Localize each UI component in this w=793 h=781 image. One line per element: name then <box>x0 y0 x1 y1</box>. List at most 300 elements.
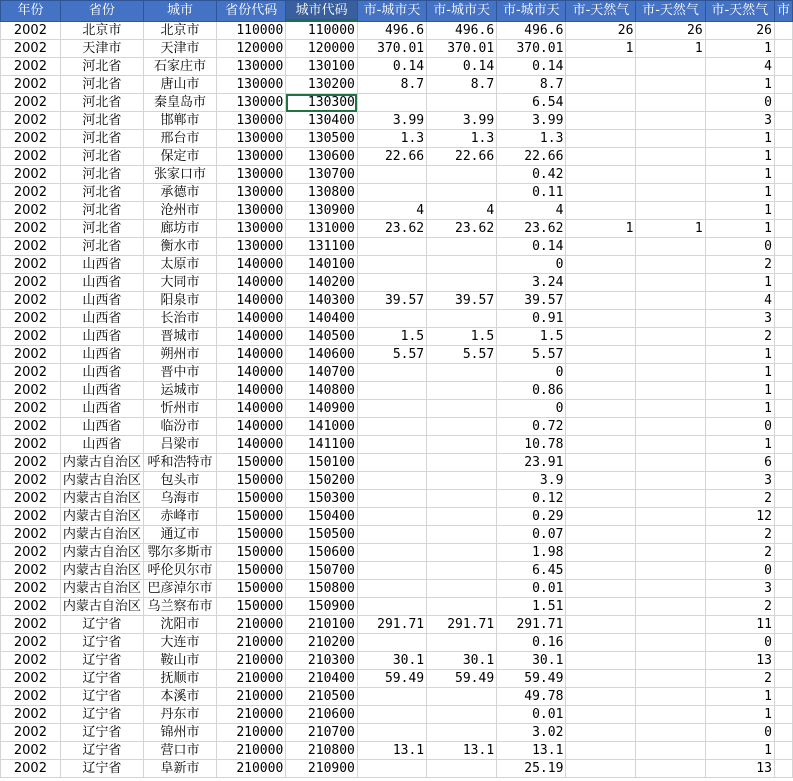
table-cell[interactable] <box>636 94 705 112</box>
table-cell[interactable]: 150100 <box>286 454 358 472</box>
table-cell[interactable] <box>636 454 705 472</box>
table-cell[interactable]: 26 <box>636 22 705 40</box>
table-cell[interactable] <box>774 436 792 454</box>
table-cell[interactable]: 辽宁省 <box>60 742 143 760</box>
table-cell[interactable]: 0.91 <box>497 310 566 328</box>
table-cell[interactable] <box>774 184 792 202</box>
table-cell[interactable]: 2002 <box>1 346 61 364</box>
table-cell[interactable]: 辽宁省 <box>60 652 143 670</box>
table-cell[interactable] <box>566 76 636 94</box>
table-cell[interactable]: 2002 <box>1 94 61 112</box>
table-cell[interactable]: 锦州市 <box>143 724 216 742</box>
table-cell[interactable]: 370.01 <box>427 40 497 58</box>
table-cell[interactable]: 1 <box>705 382 774 400</box>
table-cell[interactable]: 130600 <box>286 148 358 166</box>
table-cell[interactable]: 2 <box>705 328 774 346</box>
table-cell[interactable]: 辽宁省 <box>60 706 143 724</box>
table-cell[interactable]: 0 <box>705 418 774 436</box>
table-cell[interactable] <box>636 544 705 562</box>
table-cell[interactable] <box>427 760 497 778</box>
table-cell[interactable]: 鄂尔多斯市 <box>143 544 216 562</box>
table-cell[interactable] <box>636 238 705 256</box>
table-cell[interactable] <box>774 454 792 472</box>
table-cell[interactable]: 1.5 <box>427 328 497 346</box>
table-cell[interactable]: 140000 <box>217 292 286 310</box>
table-cell[interactable]: 8.7 <box>497 76 566 94</box>
table-cell[interactable] <box>774 292 792 310</box>
table-cell[interactable]: 鞍山市 <box>143 652 216 670</box>
table-cell[interactable]: 0.72 <box>497 418 566 436</box>
table-cell[interactable] <box>774 688 792 706</box>
table-cell[interactable]: 3.99 <box>427 112 497 130</box>
table-cell[interactable]: 2002 <box>1 256 61 274</box>
table-cell[interactable]: 2002 <box>1 760 61 778</box>
table-cell[interactable] <box>427 436 497 454</box>
table-cell[interactable] <box>566 274 636 292</box>
table-cell[interactable]: 2002 <box>1 22 61 40</box>
table-cell[interactable]: 140100 <box>286 256 358 274</box>
table-cell[interactable] <box>427 274 497 292</box>
table-cell[interactable]: 23.91 <box>497 454 566 472</box>
table-cell[interactable]: 2002 <box>1 634 61 652</box>
table-cell[interactable]: 天津市 <box>143 40 216 58</box>
table-cell[interactable]: 3.9 <box>497 472 566 490</box>
table-cell[interactable]: 0 <box>497 364 566 382</box>
table-cell[interactable]: 2002 <box>1 598 61 616</box>
table-cell[interactable]: 2 <box>705 598 774 616</box>
table-cell[interactable] <box>566 670 636 688</box>
table-cell[interactable]: 130000 <box>217 130 286 148</box>
table-cell[interactable]: 140000 <box>217 346 286 364</box>
table-cell[interactable]: 1.5 <box>357 328 426 346</box>
table-cell[interactable]: 秦皇岛市 <box>143 94 216 112</box>
table-cell[interactable] <box>357 274 426 292</box>
table-cell[interactable] <box>774 490 792 508</box>
table-cell[interactable]: 210900 <box>286 760 358 778</box>
table-cell[interactable] <box>566 436 636 454</box>
table-cell[interactable] <box>427 94 497 112</box>
table-cell[interactable] <box>566 256 636 274</box>
table-cell[interactable]: 6.45 <box>497 562 566 580</box>
table-cell[interactable]: 1 <box>566 40 636 58</box>
table-cell[interactable]: 26 <box>705 22 774 40</box>
table-cell[interactable] <box>357 166 426 184</box>
table-cell[interactable]: 1 <box>566 220 636 238</box>
table-cell[interactable]: 150000 <box>217 472 286 490</box>
table-cell[interactable]: 2 <box>705 256 774 274</box>
table-cell[interactable] <box>636 112 705 130</box>
table-cell[interactable]: 2002 <box>1 472 61 490</box>
table-cell[interactable] <box>357 490 426 508</box>
table-cell[interactable]: 1 <box>705 220 774 238</box>
table-cell[interactable]: 2002 <box>1 76 61 94</box>
table-cell[interactable]: 130400 <box>286 112 358 130</box>
table-cell[interactable]: 0.29 <box>497 508 566 526</box>
table-cell[interactable]: 河北省 <box>60 130 143 148</box>
table-cell[interactable]: 山西省 <box>60 382 143 400</box>
table-cell[interactable]: 河北省 <box>60 184 143 202</box>
table-cell[interactable]: 辽宁省 <box>60 724 143 742</box>
table-cell[interactable]: 210400 <box>286 670 358 688</box>
table-cell[interactable]: 1 <box>705 40 774 58</box>
table-cell[interactable] <box>566 400 636 418</box>
table-cell[interactable]: 210800 <box>286 742 358 760</box>
table-cell[interactable] <box>774 256 792 274</box>
table-cell[interactable]: 巴彦淖尔市 <box>143 580 216 598</box>
table-cell[interactable]: 山西省 <box>60 436 143 454</box>
table-cell[interactable] <box>636 256 705 274</box>
table-cell[interactable] <box>636 742 705 760</box>
table-cell[interactable]: 150000 <box>217 508 286 526</box>
table-cell[interactable] <box>566 706 636 724</box>
table-cell[interactable]: 3.02 <box>497 724 566 742</box>
table-cell[interactable] <box>774 706 792 724</box>
table-cell[interactable]: 140000 <box>217 418 286 436</box>
table-cell[interactable]: 太原市 <box>143 256 216 274</box>
table-cell[interactable] <box>357 256 426 274</box>
table-cell[interactable]: 26 <box>566 22 636 40</box>
table-cell[interactable] <box>774 472 792 490</box>
table-cell[interactable] <box>566 292 636 310</box>
table-cell[interactable]: 山西省 <box>60 256 143 274</box>
table-cell[interactable] <box>357 562 426 580</box>
table-cell[interactable]: 1.3 <box>357 130 426 148</box>
table-cell[interactable]: 邯郸市 <box>143 112 216 130</box>
column-header[interactable]: 市-城市天 <box>427 1 497 22</box>
table-cell[interactable] <box>357 598 426 616</box>
table-cell[interactable]: 沧州市 <box>143 202 216 220</box>
table-cell[interactable] <box>774 670 792 688</box>
table-cell[interactable]: 30.1 <box>497 652 566 670</box>
table-cell[interactable]: 张家口市 <box>143 166 216 184</box>
table-cell[interactable]: 210600 <box>286 706 358 724</box>
table-cell[interactable] <box>427 238 497 256</box>
table-cell[interactable] <box>357 472 426 490</box>
table-cell[interactable]: 2 <box>705 490 774 508</box>
table-cell[interactable] <box>427 526 497 544</box>
table-cell[interactable]: 河北省 <box>60 220 143 238</box>
table-cell[interactable]: 130100 <box>286 58 358 76</box>
table-cell[interactable]: 1 <box>705 202 774 220</box>
table-cell[interactable]: 210000 <box>217 634 286 652</box>
table-cell[interactable]: 210500 <box>286 688 358 706</box>
table-cell[interactable] <box>427 724 497 742</box>
table-cell[interactable] <box>636 706 705 724</box>
table-cell[interactable]: 49.78 <box>497 688 566 706</box>
table-cell[interactable]: 6.54 <box>497 94 566 112</box>
table-cell[interactable] <box>636 526 705 544</box>
table-cell[interactable]: 1 <box>705 130 774 148</box>
table-cell[interactable]: 140000 <box>217 310 286 328</box>
table-cell[interactable]: 北京市 <box>143 22 216 40</box>
table-cell[interactable]: 140900 <box>286 400 358 418</box>
table-cell[interactable]: 2002 <box>1 580 61 598</box>
table-cell[interactable] <box>566 328 636 346</box>
table-cell[interactable]: 长治市 <box>143 310 216 328</box>
table-cell[interactable] <box>774 634 792 652</box>
table-cell[interactable]: 营口市 <box>143 742 216 760</box>
table-cell[interactable]: 2002 <box>1 508 61 526</box>
table-cell[interactable] <box>566 724 636 742</box>
table-cell[interactable] <box>427 400 497 418</box>
table-cell[interactable] <box>774 112 792 130</box>
table-cell[interactable]: 忻州市 <box>143 400 216 418</box>
table-cell[interactable]: 通辽市 <box>143 526 216 544</box>
table-cell[interactable] <box>427 166 497 184</box>
table-cell[interactable] <box>636 490 705 508</box>
table-cell[interactable]: 4 <box>427 202 497 220</box>
table-cell[interactable]: 130000 <box>217 148 286 166</box>
table-cell[interactable]: 内蒙古自治区 <box>60 490 143 508</box>
table-cell[interactable]: 沈阳市 <box>143 616 216 634</box>
table-cell[interactable]: 210000 <box>217 652 286 670</box>
table-cell[interactable] <box>636 382 705 400</box>
table-cell[interactable]: 140400 <box>286 310 358 328</box>
table-cell[interactable] <box>566 544 636 562</box>
table-cell[interactable]: 2002 <box>1 130 61 148</box>
table-cell[interactable]: 晋中市 <box>143 364 216 382</box>
table-cell[interactable]: 2002 <box>1 724 61 742</box>
table-cell[interactable]: 210700 <box>286 724 358 742</box>
table-cell[interactable]: 0.14 <box>497 58 566 76</box>
table-cell[interactable] <box>774 418 792 436</box>
table-cell[interactable]: 140000 <box>217 328 286 346</box>
table-cell[interactable]: 130200 <box>286 76 358 94</box>
table-cell[interactable]: 2002 <box>1 148 61 166</box>
table-cell[interactable] <box>566 526 636 544</box>
table-cell[interactable]: 河北省 <box>60 148 143 166</box>
table-cell[interactable]: 0.14 <box>427 58 497 76</box>
table-cell[interactable] <box>566 634 636 652</box>
table-cell[interactable]: 150000 <box>217 598 286 616</box>
table-cell[interactable] <box>357 706 426 724</box>
table-cell[interactable]: 山西省 <box>60 400 143 418</box>
table-cell[interactable]: 150000 <box>217 490 286 508</box>
table-cell[interactable]: 2002 <box>1 328 61 346</box>
table-cell[interactable]: 140000 <box>217 274 286 292</box>
table-cell[interactable]: 13 <box>705 652 774 670</box>
table-cell[interactable]: 130500 <box>286 130 358 148</box>
table-cell[interactable]: 22.66 <box>497 148 566 166</box>
table-cell[interactable] <box>636 130 705 148</box>
table-cell[interactable]: 13.1 <box>357 742 426 760</box>
table-cell[interactable] <box>427 634 497 652</box>
table-cell[interactable]: 6 <box>705 454 774 472</box>
table-cell[interactable]: 2 <box>705 670 774 688</box>
table-cell[interactable] <box>566 94 636 112</box>
table-cell[interactable]: 2002 <box>1 310 61 328</box>
table-cell[interactable]: 山西省 <box>60 364 143 382</box>
table-cell[interactable] <box>566 130 636 148</box>
table-cell[interactable]: 23.62 <box>497 220 566 238</box>
table-cell[interactable] <box>566 490 636 508</box>
table-cell[interactable]: 210000 <box>217 724 286 742</box>
table-cell[interactable]: 晋城市 <box>143 328 216 346</box>
table-cell[interactable]: 2002 <box>1 652 61 670</box>
table-cell[interactable] <box>774 544 792 562</box>
table-cell[interactable]: 140000 <box>217 400 286 418</box>
table-cell[interactable]: 0.42 <box>497 166 566 184</box>
table-cell[interactable] <box>357 508 426 526</box>
table-cell[interactable]: 1 <box>705 148 774 166</box>
table-cell[interactable]: 0 <box>705 562 774 580</box>
table-cell[interactable]: 2002 <box>1 274 61 292</box>
table-cell[interactable] <box>427 310 497 328</box>
table-cell[interactable] <box>774 346 792 364</box>
table-cell[interactable] <box>636 472 705 490</box>
table-cell[interactable] <box>774 22 792 40</box>
table-cell[interactable] <box>427 382 497 400</box>
table-cell[interactable] <box>566 310 636 328</box>
table-cell[interactable] <box>774 40 792 58</box>
column-header[interactable]: 年份 <box>1 1 61 22</box>
table-cell[interactable]: 12 <box>705 508 774 526</box>
table-cell[interactable]: 30.1 <box>357 652 426 670</box>
table-cell[interactable]: 河北省 <box>60 238 143 256</box>
table-cell[interactable]: 150200 <box>286 472 358 490</box>
table-cell[interactable]: 2002 <box>1 364 61 382</box>
table-cell[interactable]: 4 <box>357 202 426 220</box>
table-cell[interactable] <box>774 238 792 256</box>
table-cell[interactable]: 1.51 <box>497 598 566 616</box>
table-cell[interactable]: 大同市 <box>143 274 216 292</box>
table-cell[interactable]: 呼和浩特市 <box>143 454 216 472</box>
table-cell[interactable]: 1.5 <box>497 328 566 346</box>
table-cell[interactable]: 210200 <box>286 634 358 652</box>
table-cell[interactable]: 0 <box>705 634 774 652</box>
table-cell[interactable]: 210000 <box>217 760 286 778</box>
table-cell[interactable] <box>357 184 426 202</box>
table-cell[interactable]: 阳泉市 <box>143 292 216 310</box>
table-cell[interactable]: 210000 <box>217 742 286 760</box>
table-cell[interactable]: 0 <box>497 256 566 274</box>
table-cell[interactable]: 11 <box>705 616 774 634</box>
table-cell[interactable] <box>357 418 426 436</box>
table-cell[interactable]: 1 <box>705 742 774 760</box>
table-cell[interactable]: 210100 <box>286 616 358 634</box>
table-cell[interactable]: 131000 <box>286 220 358 238</box>
table-cell[interactable] <box>636 310 705 328</box>
table-cell[interactable]: 2002 <box>1 490 61 508</box>
table-cell[interactable]: 150600 <box>286 544 358 562</box>
table-cell[interactable]: 3 <box>705 472 774 490</box>
table-cell[interactable] <box>774 76 792 94</box>
table-cell[interactable]: 2 <box>705 526 774 544</box>
table-cell[interactable]: 2002 <box>1 544 61 562</box>
table-cell[interactable]: 本溪市 <box>143 688 216 706</box>
table-cell[interactable] <box>636 184 705 202</box>
table-cell[interactable]: 140000 <box>217 436 286 454</box>
table-cell[interactable] <box>566 112 636 130</box>
table-cell[interactable] <box>636 724 705 742</box>
table-cell[interactable]: 1 <box>705 76 774 94</box>
table-cell[interactable] <box>566 346 636 364</box>
table-cell[interactable] <box>566 382 636 400</box>
table-cell[interactable]: 39.57 <box>357 292 426 310</box>
table-cell[interactable]: 291.71 <box>497 616 566 634</box>
table-cell[interactable] <box>636 346 705 364</box>
table-cell[interactable]: 150000 <box>217 454 286 472</box>
table-cell[interactable]: 370.01 <box>357 40 426 58</box>
table-cell[interactable]: 22.66 <box>427 148 497 166</box>
table-cell[interactable]: 141100 <box>286 436 358 454</box>
table-cell[interactable]: 210300 <box>286 652 358 670</box>
table-cell[interactable]: 2002 <box>1 220 61 238</box>
table-cell[interactable]: 赤峰市 <box>143 508 216 526</box>
table-cell[interactable]: 140000 <box>217 256 286 274</box>
table-cell[interactable] <box>774 742 792 760</box>
table-cell[interactable]: 210000 <box>217 688 286 706</box>
table-cell[interactable] <box>566 760 636 778</box>
table-cell[interactable]: 496.6 <box>357 22 426 40</box>
table-cell[interactable]: 210000 <box>217 670 286 688</box>
table-cell[interactable]: 0.14 <box>357 58 426 76</box>
table-cell[interactable]: 辽宁省 <box>60 688 143 706</box>
table-cell[interactable] <box>566 598 636 616</box>
table-cell[interactable] <box>774 616 792 634</box>
table-cell[interactable] <box>636 760 705 778</box>
table-cell[interactable]: 1.3 <box>427 130 497 148</box>
table-cell[interactable]: 内蒙古自治区 <box>60 472 143 490</box>
table-cell[interactable]: 天津市 <box>60 40 143 58</box>
table-cell[interactable]: 河北省 <box>60 76 143 94</box>
table-cell[interactable]: 1 <box>636 220 705 238</box>
table-cell[interactable]: 130000 <box>217 94 286 112</box>
table-cell[interactable]: 河北省 <box>60 202 143 220</box>
table-cell[interactable]: 0 <box>705 238 774 256</box>
table-cell[interactable]: 石家庄市 <box>143 58 216 76</box>
table-cell[interactable]: 120000 <box>286 40 358 58</box>
table-cell[interactable]: 内蒙古自治区 <box>60 562 143 580</box>
table-cell[interactable] <box>774 310 792 328</box>
table-cell[interactable]: 河北省 <box>60 112 143 130</box>
table-cell[interactable] <box>774 166 792 184</box>
table-cell[interactable]: 140200 <box>286 274 358 292</box>
table-cell[interactable]: 130000 <box>217 184 286 202</box>
table-cell[interactable]: 5.57 <box>357 346 426 364</box>
table-cell[interactable]: 山西省 <box>60 274 143 292</box>
table-cell[interactable] <box>774 364 792 382</box>
table-cell[interactable] <box>774 508 792 526</box>
table-cell[interactable]: 140000 <box>217 364 286 382</box>
table-cell[interactable]: 150000 <box>217 526 286 544</box>
table-cell[interactable]: 0.07 <box>497 526 566 544</box>
table-cell[interactable]: 130000 <box>217 112 286 130</box>
table-cell[interactable]: 130000 <box>217 58 286 76</box>
table-cell[interactable]: 3 <box>705 580 774 598</box>
table-cell[interactable] <box>566 742 636 760</box>
table-cell[interactable]: 210000 <box>217 706 286 724</box>
table-cell[interactable]: 山西省 <box>60 328 143 346</box>
table-cell[interactable]: 2002 <box>1 436 61 454</box>
table-cell[interactable]: 吕梁市 <box>143 436 216 454</box>
table-cell[interactable]: 496.6 <box>497 22 566 40</box>
table-cell[interactable]: 2002 <box>1 58 61 76</box>
table-cell[interactable]: 130700 <box>286 166 358 184</box>
table-cell[interactable]: 承德市 <box>143 184 216 202</box>
table-cell[interactable] <box>636 580 705 598</box>
table-cell[interactable] <box>427 706 497 724</box>
table-cell[interactable]: 辽宁省 <box>60 760 143 778</box>
table-cell[interactable]: 140600 <box>286 346 358 364</box>
table-cell[interactable]: 3.24 <box>497 274 566 292</box>
table-cell[interactable] <box>636 436 705 454</box>
table-cell[interactable] <box>357 544 426 562</box>
table-cell[interactable] <box>636 508 705 526</box>
table-cell[interactable]: 291.71 <box>427 616 497 634</box>
table-cell[interactable]: 110000 <box>217 22 286 40</box>
table-cell[interactable] <box>566 508 636 526</box>
